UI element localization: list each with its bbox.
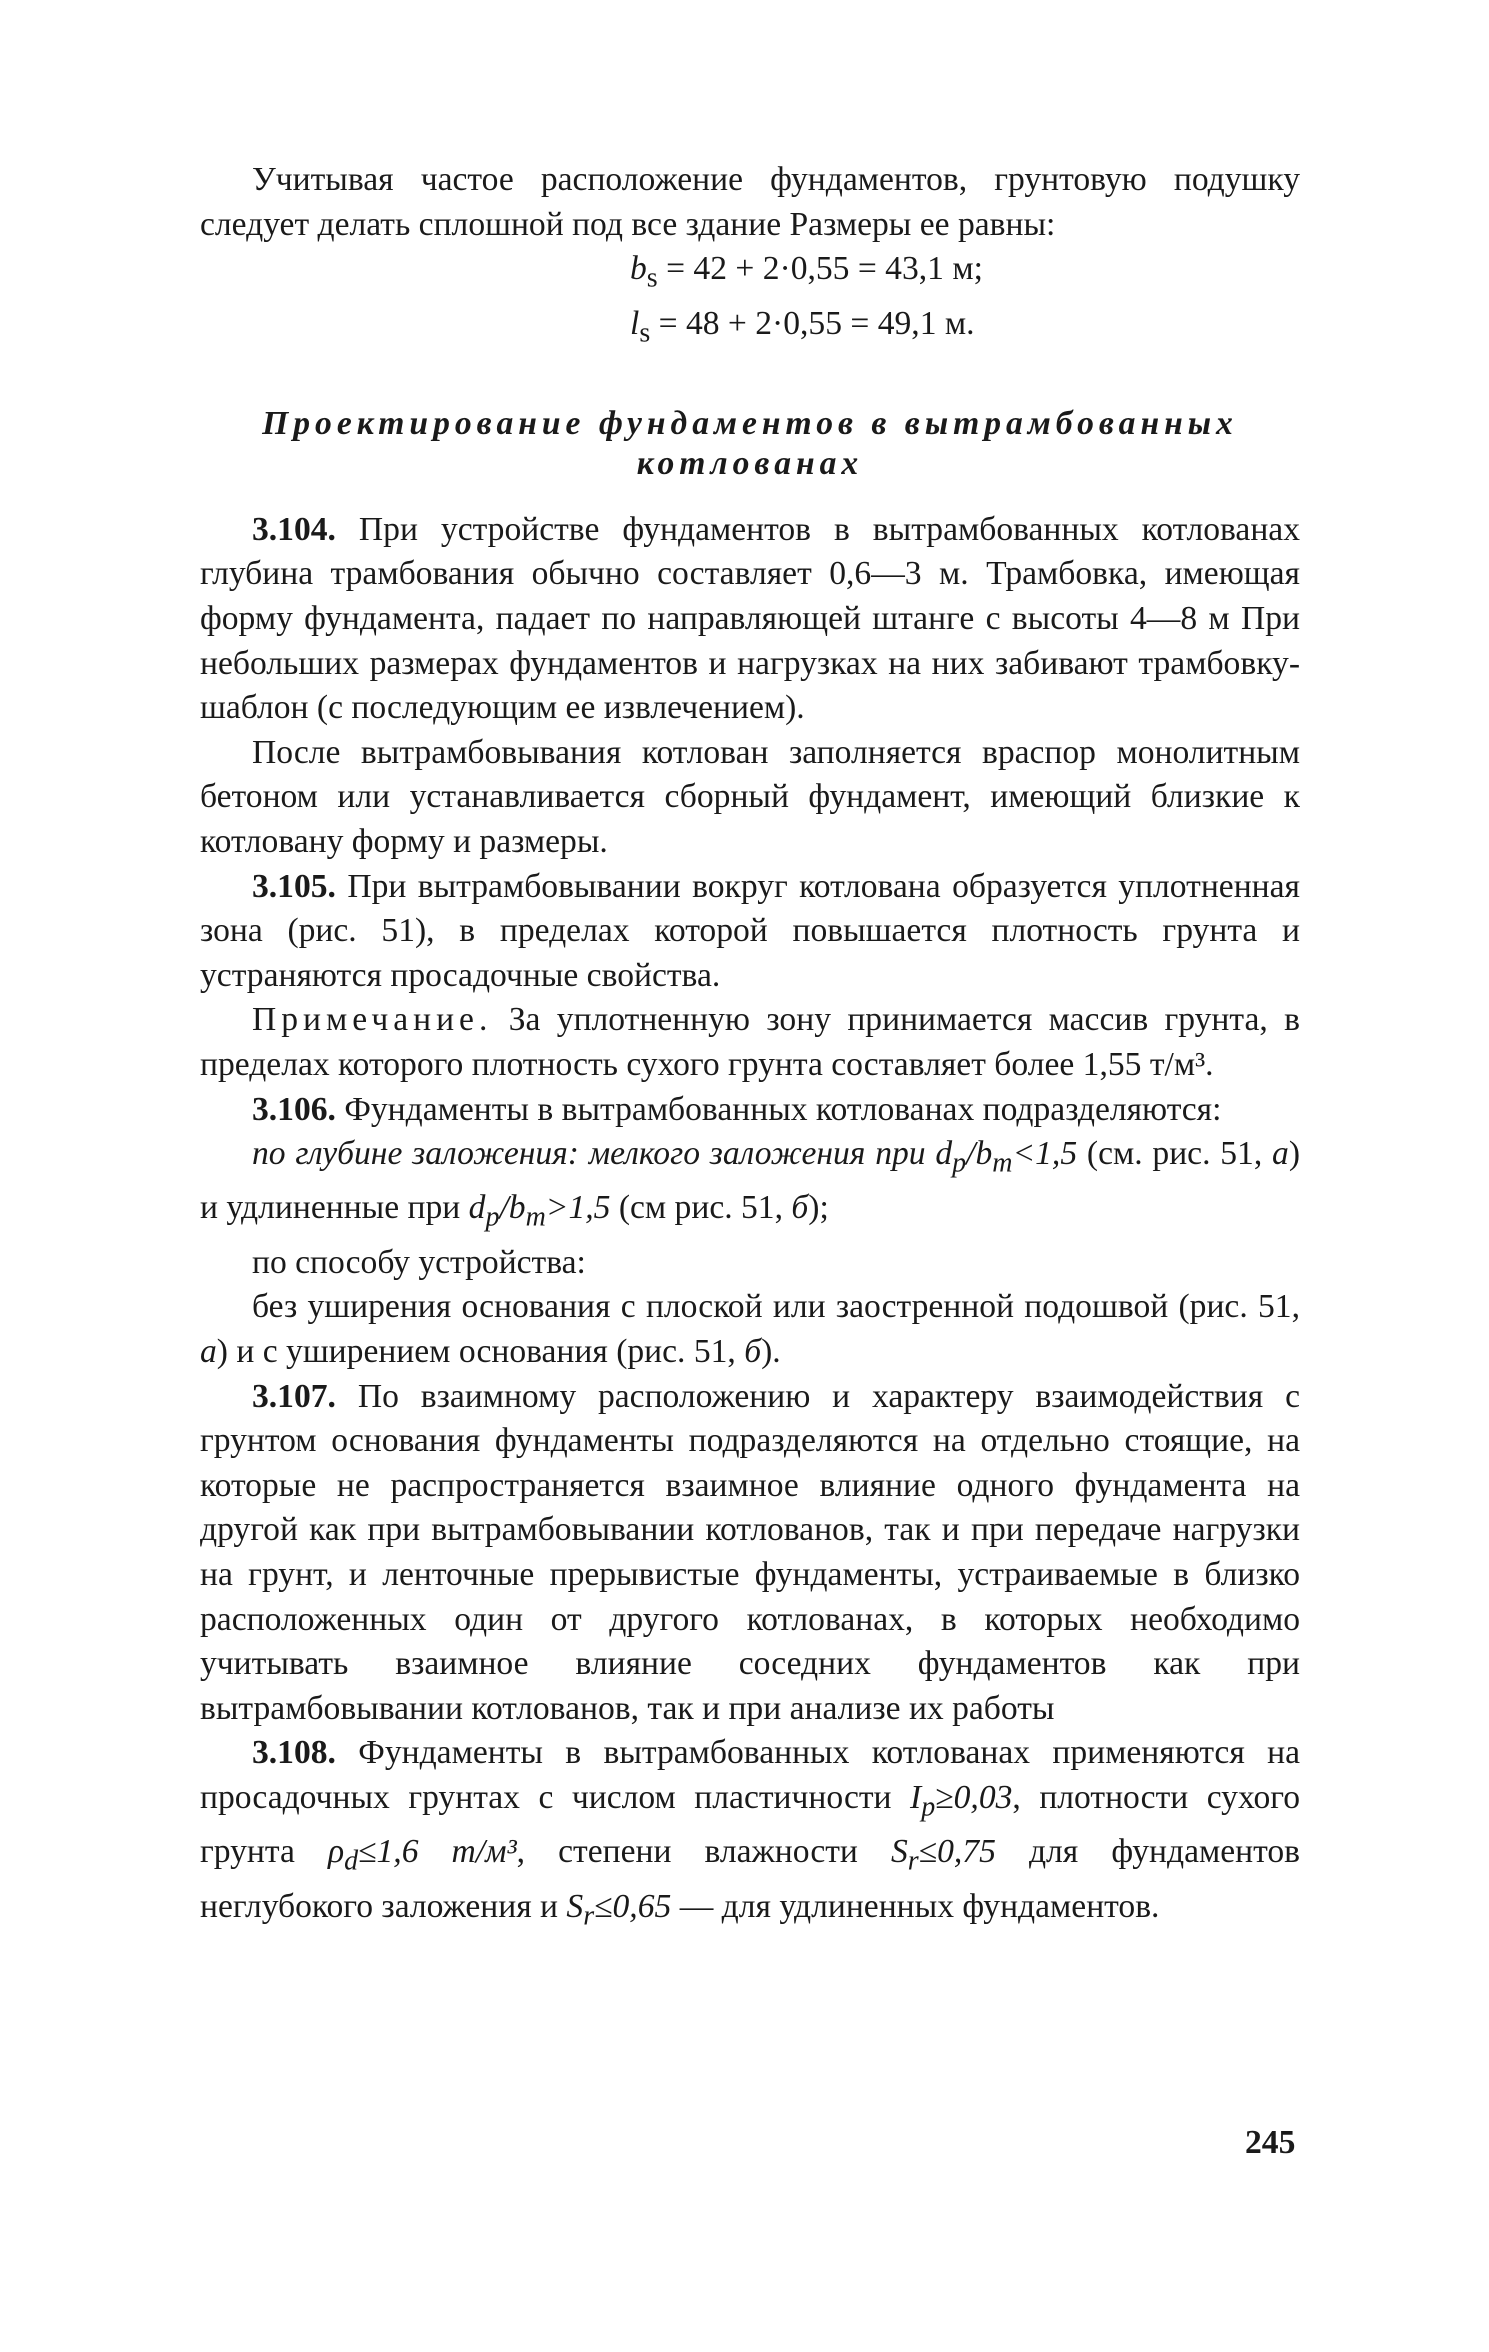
paragraph-3-107 — [200, 1375, 1300, 1732]
paragraph-number: 3.106. — [252, 1090, 336, 1128]
paragraph-text: для фундаментов неглубокого заложения и — [200, 1833, 1300, 1925]
figure-letter: а — [1272, 1135, 1289, 1173]
paragraph-3-108 — [200, 1731, 1300, 1939]
depth-condition-shallow: $d_p/b_m<1,5$ — [935, 1135, 1078, 1179]
paragraph-text: По взаимному расположению и характеру взаимодействия с грунтом основания фундаменты подразделяются на отдельно стоящие, на которые не распространяется взаимное влияние одного фундамента на другой как при вытрамбовывании котлованов, так и при передаче нагрузки на грунт, и ленточные прерывистые фундаменты, устраиваемые в близко расположенных один от другого котлованах, в которых необходимо учитывать взаимное влияние соседних фундаментов как при вытрамбовывании котлованов, так и при анализе их работы — [200, 1377, 1300, 1727]
depth-intro: по глубине заложения: мелкого заложения при — [252, 1135, 936, 1173]
note-label: Примечание. — [252, 1001, 493, 1039]
paragraph-text: , степени влажности — [516, 1833, 891, 1871]
method-text: ). — [761, 1332, 781, 1370]
depth-classification — [200, 1132, 1300, 1241]
depth-text: ); — [808, 1189, 829, 1227]
paragraph-3-104 — [200, 508, 1300, 731]
depth-text: (см. рис. 51, — [1077, 1135, 1273, 1173]
paragraph-3-106 — [200, 1088, 1300, 1133]
formula-ls-rhs: = 48 + 2·0,55 = 49,1 м. — [650, 304, 975, 342]
depth-condition-deep: $d_p/b_m>1,5$ — [468, 1189, 611, 1234]
paragraph-text: При вытрамбовывании вокруг котлована образуется уплотненная зона (рис. 51), в пределах которой повышается плотность грунта и устраняются просадочные свойства. — [200, 867, 1300, 994]
formula-bs-symbol: b — [630, 250, 647, 288]
note-text: За уплотненную зону принимается массив грунта, в пределах которого плотность сухого грунта составляет более 1,55 т/м³. — [200, 1001, 1300, 1083]
plasticity-condition: $I_p\ge 0,03$ — [910, 1778, 1013, 1823]
saturation-condition-shallow: $S_r\le 0,75$ — [890, 1833, 996, 1877]
paragraph-after-ramming: После вытрамбовывания котлован заполняется враспор монолитным бетоном или устанавливается сборный фундамент, имеющий близкие к котловану форму и размеры. — [200, 733, 1300, 860]
formula-ls-sub: s — [639, 317, 651, 349]
page-number: 245 — [1245, 2124, 1296, 2161]
paragraph-text: Фундаменты в вытрамбованных котлованах применяются на просадочных грунтах с числом пластичности — [200, 1734, 1300, 1816]
density-condition: $\rho_d\le 1,6$ т/м³ — [327, 1833, 517, 1877]
method-text: без уширения основания с плоской или заостренной подошвой (рис. 51, — [252, 1288, 1300, 1326]
saturation-condition-deep: $S_r\le 0,65$ — [566, 1887, 672, 1932]
paragraph-number: 3.105. — [252, 867, 336, 905]
paragraph-number: 3.104. — [252, 510, 336, 548]
figure-letter: б — [744, 1332, 762, 1370]
paragraph-text: , плотности сухого грунта — [200, 1778, 1300, 1871]
depth-text: (см рис. 51, — [610, 1189, 792, 1227]
section-heading: Проектирование фундаментов в вытрамбованных котлованах — [262, 404, 1238, 482]
method-classification — [200, 1285, 1300, 1374]
paragraph-3-105 — [200, 865, 1300, 999]
note-paragraph — [200, 998, 1300, 1087]
intro-paragraph: Учитывая частое расположение фундаментов, грунтовую подушку следует делать сплошной под все здание Размеры ее равны: — [200, 161, 1300, 243]
figure-letter: а — [200, 1332, 217, 1370]
paragraph-number: 3.107. — [252, 1377, 336, 1415]
formula-bs-rhs: = 42 + 2·0,55 = 43,1 м; — [657, 250, 983, 288]
paragraph-text: — для удлиненных фундаментов. — [671, 1887, 1160, 1925]
method-text: ) и с уширением основания (рис. 51, — [216, 1332, 745, 1370]
paragraph-text: При устройстве фундаментов в вытрамбованных котлованах глубина трамбования обычно составляет 0,6—3 м. Трамбовка, имеющая форму фундамента, падает по направляющей штанге с высоты 4—8 м При небольших размерах фундаментов и нагрузках на них забивают трамбовку-шаблон (с последующим ее извлечением). — [200, 510, 1300, 727]
formula-ls — [200, 302, 1300, 356]
formula-bs-sub: s — [646, 262, 658, 294]
figure-letter: б — [791, 1189, 809, 1227]
page-body — [200, 158, 1300, 1939]
formula-ls-symbol: l — [630, 304, 640, 342]
paragraph-number: 3.108. — [252, 1734, 336, 1772]
paragraph-text: Фундаменты в вытрамбованных котлованах подразделяются: — [335, 1090, 1222, 1128]
formula-bs — [200, 247, 1300, 301]
depth-text: ) и удлиненные при — [200, 1135, 1300, 1227]
method-intro: по способу устройства: — [252, 1243, 586, 1281]
